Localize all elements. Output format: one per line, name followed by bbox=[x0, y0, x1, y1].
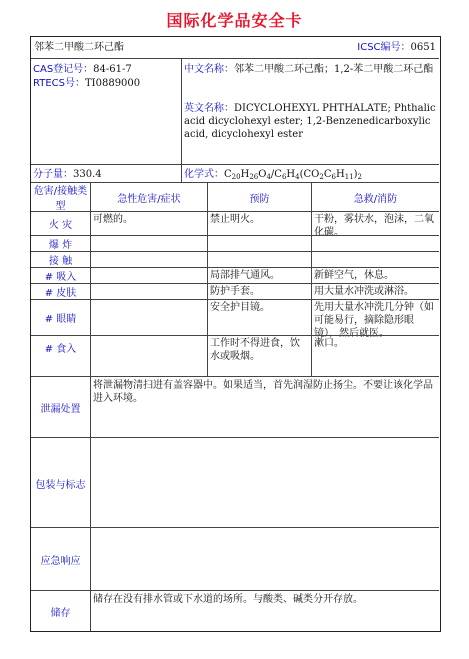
table-cell bbox=[91, 284, 207, 299]
section-label: 应急响应 bbox=[40, 556, 81, 567]
icsc-label: ICSC编号： bbox=[357, 42, 411, 53]
mw-value: 330.4 bbox=[73, 169, 102, 180]
formula-subscript: 2 bbox=[357, 173, 362, 181]
chinese-name bbox=[182, 62, 438, 77]
formula-part: H bbox=[286, 169, 296, 180]
icsc-number bbox=[357, 41, 436, 54]
table-cell bbox=[91, 236, 207, 251]
header-row bbox=[31, 37, 439, 58]
hazard-type-label: 接 触 bbox=[48, 256, 73, 267]
hazard-type-label: # 吸入 bbox=[44, 272, 77, 283]
table-cell: 防护手套。 bbox=[210, 286, 260, 297]
formula-part: C bbox=[224, 169, 232, 180]
safety-card bbox=[30, 36, 441, 632]
hazard-type-label: # 皮肤 bbox=[44, 288, 77, 299]
formula-subscript: 11 bbox=[344, 173, 354, 181]
hazard-type-label: # 食入 bbox=[44, 344, 77, 355]
table-cell: 漱口。 bbox=[314, 338, 344, 349]
hazard-type-label: # 眼睛 bbox=[44, 314, 77, 325]
section-text: 储存在没有排水管或下水道的场所。与酸类、碱类分开存放。 bbox=[93, 594, 363, 605]
mw-label: 分子量： bbox=[33, 169, 73, 180]
rtecs-value: TI0889000 bbox=[84, 78, 141, 89]
table-cell: 禁止明火。 bbox=[210, 214, 260, 225]
table-cell: 局部排气通风。 bbox=[210, 270, 280, 281]
en-name-value: DICYCLOHEXYL PHTHALATE; Phthalic acid dicyclohexyl ester; 1,2-Benzenedicarboxylic acid, dicyclohexyl ester bbox=[184, 103, 436, 140]
table-cell: 新鲜空气，休息。 bbox=[314, 270, 394, 281]
formula-subscript: 26 bbox=[249, 173, 259, 181]
table-cell bbox=[91, 336, 207, 359]
section-row bbox=[31, 590, 439, 631]
table-cell: 可燃的。 bbox=[93, 214, 133, 225]
section-label: 泄漏处置 bbox=[40, 404, 81, 415]
formula-part: (CO bbox=[299, 169, 320, 180]
cn-name-label: 中文名称： bbox=[184, 64, 234, 75]
header-hazard-type: 危害/接触类型 bbox=[33, 186, 88, 212]
section-label: 包装与标志 bbox=[35, 479, 86, 491]
formula-part: ) bbox=[353, 169, 358, 180]
table-cell bbox=[312, 236, 439, 251]
section-text: 将泄漏物清扫进有盖容器中。如果适当，首先润湿防止扬尘。不要让该化学品进入环境。 bbox=[93, 380, 433, 404]
table-cell bbox=[91, 252, 207, 267]
header-prevention: 预防 bbox=[249, 193, 270, 205]
section-label: 储存 bbox=[50, 608, 71, 619]
table-cell: 干粉，雾状水，泡沫，二氧化碳。 bbox=[314, 214, 434, 238]
table-cell bbox=[91, 268, 207, 283]
formula-subscript: 6 bbox=[331, 173, 336, 181]
cas-label: CAS登记号： bbox=[33, 64, 94, 75]
section-text bbox=[91, 439, 439, 441]
english-name bbox=[182, 101, 438, 142]
hazard-type-label: 火 灾 bbox=[48, 220, 73, 231]
formula-subscript: 2 bbox=[319, 173, 324, 181]
formula-subscript: 4 bbox=[266, 173, 271, 181]
section-row bbox=[31, 437, 439, 527]
molecular-row bbox=[31, 164, 439, 182]
formula-label: 化学式： bbox=[184, 169, 224, 180]
table-cell bbox=[208, 236, 311, 251]
table-cell bbox=[312, 252, 439, 267]
header-first-aid: 急救/消防 bbox=[353, 193, 398, 205]
table-cell bbox=[208, 252, 311, 267]
cas-number bbox=[31, 62, 181, 77]
chemical-name-header: 邻苯二甲酸二环己酯 bbox=[34, 42, 124, 53]
chemical-formula bbox=[182, 167, 438, 182]
identifiers-block bbox=[31, 58, 439, 164]
rtecs-label: RTECS号： bbox=[33, 78, 85, 89]
table-cell: 工作时不得进食，饮水或吸烟。 bbox=[210, 338, 300, 362]
cn-name-value: 邻苯二甲酸二环己酯；1,2-苯二甲酸二环己酯 bbox=[234, 64, 434, 75]
cas-value: 84-61-7 bbox=[93, 64, 132, 75]
table-cell: 安全护目镜。 bbox=[210, 302, 270, 313]
hazard-table bbox=[31, 182, 439, 376]
hazard-type-label: 爆 炸 bbox=[48, 240, 73, 251]
molecular-weight bbox=[31, 167, 181, 182]
table-cell: 用大量水冲洗或淋浴。 bbox=[314, 286, 414, 297]
formula-value bbox=[224, 169, 362, 180]
section-row bbox=[31, 376, 439, 437]
formula-subscript: 20 bbox=[231, 173, 241, 181]
section-text bbox=[91, 529, 439, 531]
icsc-value: 0651 bbox=[410, 42, 436, 53]
formula-subscript: 4 bbox=[295, 173, 300, 181]
section-row bbox=[31, 527, 439, 590]
en-name-label: 英文名称： bbox=[184, 103, 234, 114]
formula-part: C bbox=[323, 169, 332, 180]
page-title: 国际化学品安全卡 bbox=[166, 11, 303, 30]
formula-part: H bbox=[240, 169, 250, 180]
table-cell: 先用大量水冲洗几分钟（如可能易行，摘除隐形眼镜），然后就医。 bbox=[314, 302, 434, 339]
formula-part: H bbox=[335, 169, 345, 180]
formula-part: /C bbox=[270, 169, 282, 180]
header-acute-hazard: 急性危害/症状 bbox=[117, 193, 181, 205]
formula-subscript: 6 bbox=[281, 173, 287, 181]
formula-part: O bbox=[258, 169, 267, 180]
rtecs-number bbox=[31, 76, 181, 91]
table-cell bbox=[91, 300, 207, 335]
